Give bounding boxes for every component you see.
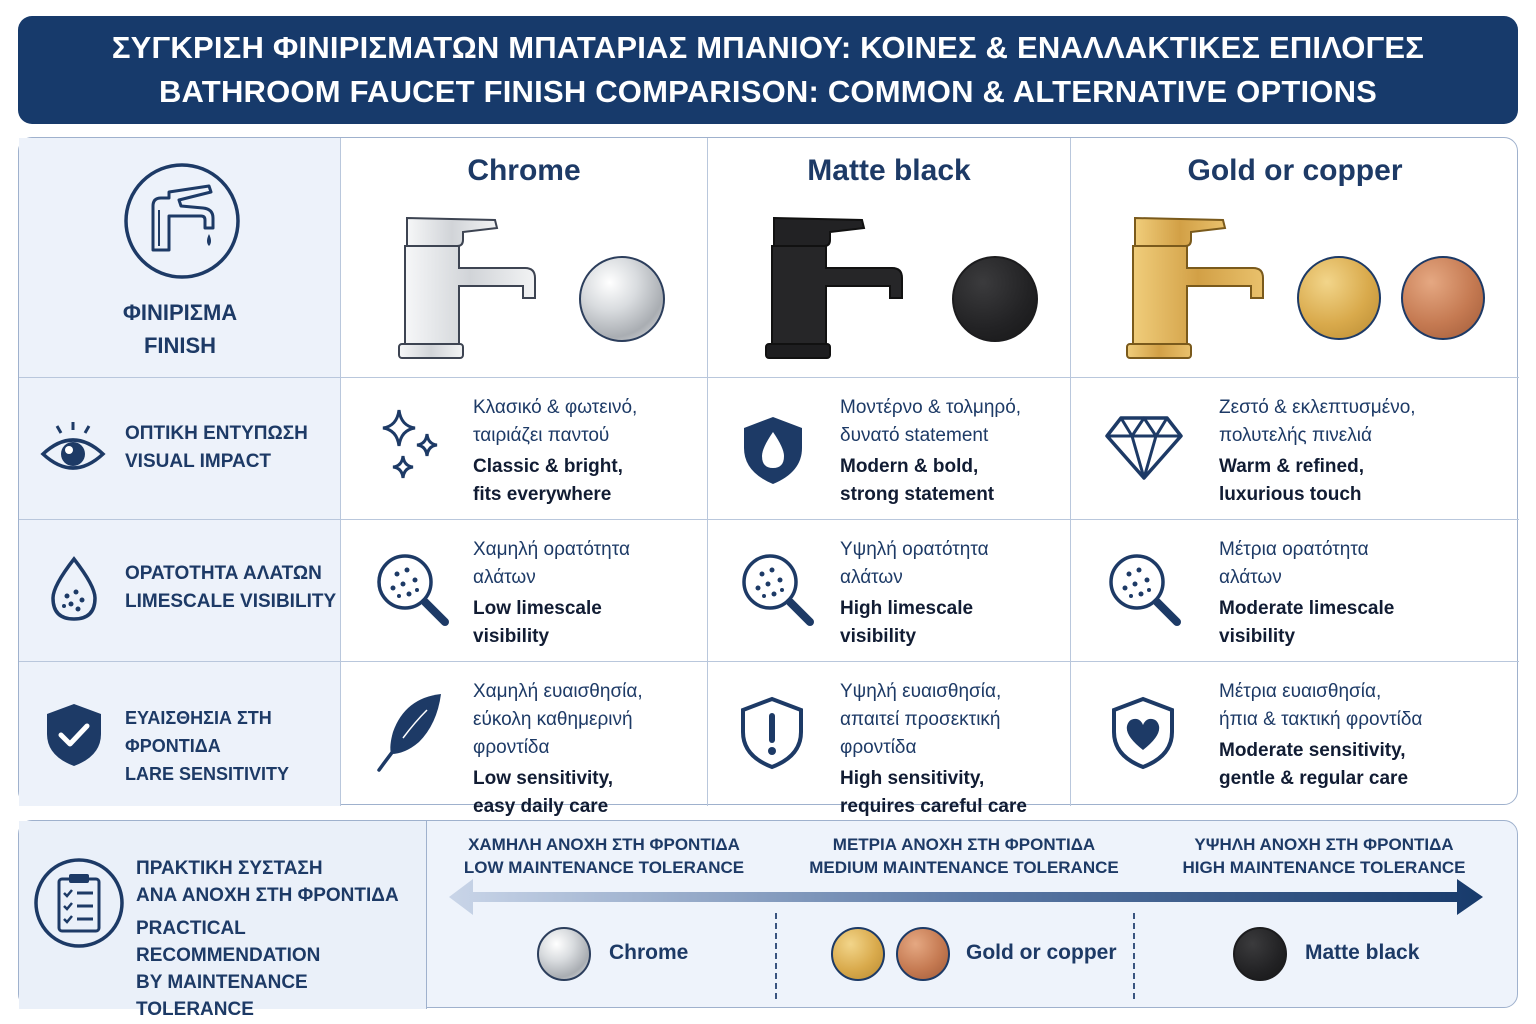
row-label-care-sensitivity	[19, 662, 341, 806]
cell-gold-care	[1071, 662, 1519, 806]
footer-gold-swatch	[831, 927, 885, 981]
footer-copper-swatch	[896, 927, 950, 981]
magnifier-icon	[375, 552, 451, 628]
tolerance-arrow	[449, 877, 1485, 917]
shield-heart-icon	[1111, 696, 1175, 770]
footer-matte-black-label: Matte black	[1305, 941, 1420, 964]
limescale-label: ΟΡΑΤΟΤΗΤΑ ΑΛΑΤΩΝ LIMESCALE VISIBILITY	[125, 563, 337, 612]
matte-black-faucet-illustration	[766, 206, 906, 366]
faucet-icon	[123, 162, 241, 280]
desc-gold-care: Μέτρια ευαισθησία, ήπια & τακτική φροντίδα Moderate sensitivity, gentle & regular care	[1219, 681, 1423, 789]
visual-impact-label: ΟΠΤΙΚΗ ΕΝΤΥΠΩΣΗ VISUAL IMPACT	[125, 423, 308, 472]
finish-label: ΦΙΝΙΡΙΣΜΑ FINISH	[122, 300, 238, 358]
footer-chrome-swatch	[537, 927, 591, 981]
tolerance-low-label: ΧΑΜΗΛΗ ΑΝΟΧΗ ΣΤΗ ΦΡΟΝΤΙΔΑ LOW MAINTENANCE TOLERANCE	[463, 835, 745, 877]
tolerance-medium-label: ΜΕΤΡΙΑ ΑΝΟΧΗ ΣΤΗ ΦΡΟΝΤΙΔΑ MEDIUM MAINTENANCE TOLERANCE	[809, 835, 1119, 877]
recommendation-panel	[18, 820, 1518, 1020]
title-greek: ΣΥΓΚΡΙΣΗ ΦΙΝΙΡΙΣΜΑΤΩΝ ΜΠΑΤΑΡΙΑΣ ΜΠΑΝΙΟΥ: ΚΟΙΝΕΣ & ΕΝΑΛΛΑΚΤΙΚΕΣ ΕΠΙΛΟΓΕΣ	[111, 30, 1425, 65]
desc-chrome-care: Χαμηλή ευαισθησία, εύκολη καθημερινή φροντίδα Low sensitivity, easy daily care	[473, 681, 643, 817]
finish-header-matte-black	[708, 138, 1071, 378]
shield-drop-icon	[740, 414, 806, 486]
gold-faucet-illustration	[1127, 206, 1267, 366]
copper-swatch	[1401, 256, 1485, 340]
finish-title-chrome: Chrome	[467, 154, 581, 187]
recommendation-title: ΠΡΑΚΤΙΚΗ ΣΥΣΤΑΣΗ ΑΝΑ ΑΝΟΧΗ ΣΤΗ ΦΡΟΝΤΙΔΑ PRACTICAL RECOMMENDATION BY MAINTENANCE TOLERANCE	[136, 858, 399, 1020]
cell-black-care	[708, 662, 1071, 817]
cell-black-visual	[708, 378, 1071, 520]
clipboard-checklist-icon	[33, 857, 125, 949]
cell-gold-visual	[1071, 378, 1519, 520]
magnifier-icon	[740, 552, 816, 628]
cell-chrome-visual	[341, 378, 708, 520]
feather-icon	[375, 692, 445, 772]
finish-title-gold-copper: Gold or copper	[1187, 154, 1403, 187]
cell-gold-limescale	[1071, 520, 1519, 662]
finish-header-chrome	[341, 138, 708, 378]
water-drop-icon	[49, 556, 99, 622]
row-label-limescale	[19, 520, 341, 662]
diamond-icon	[1105, 414, 1183, 480]
row-label-visual-impact	[19, 378, 341, 520]
chrome-swatch	[579, 256, 665, 342]
comparison-table	[18, 137, 1518, 817]
desc-black-care: Υψηλή ευαισθησία, απαιτεί προσεκτική φροντίδα High sensitivity, requires careful care	[840, 681, 1027, 817]
chrome-faucet-illustration	[399, 206, 539, 366]
finish-header-gold-copper	[1071, 138, 1519, 378]
cell-black-limescale	[708, 520, 1071, 662]
desc-gold-visual: Ζεστό & εκλεπτυσμένο, πολυτελής πινελιά Warm & refined, luxurious touch	[1219, 397, 1416, 505]
magnifier-icon	[1107, 552, 1183, 628]
finish-title-matte-black: Matte black	[807, 154, 971, 187]
eye-icon	[41, 420, 105, 476]
shield-exclamation-icon	[740, 696, 804, 770]
divider-1	[775, 913, 777, 999]
cell-chrome-limescale	[341, 520, 708, 662]
desc-chrome-limescale: Χαμηλή ορατότητα αλάτων Low limescale visibility	[473, 539, 630, 647]
cell-chrome-care	[341, 662, 708, 817]
desc-black-limescale: Υψηλή ορατότητα αλάτων High limescale visibility	[840, 539, 989, 647]
divider-2	[1133, 913, 1135, 999]
tolerance-high-label: ΥΨΗΛΗ ΑΝΟΧΗ ΣΤΗ ΦΡΟΝΤΙΔΑ HIGH MAINTENANCE TOLERANCE	[1182, 835, 1466, 877]
finish-label-cell	[19, 138, 341, 378]
title-english: BATHROOM FAUCET FINISH COMPARISON: COMMON & ALTERNATIVE OPTIONS	[158, 74, 1378, 109]
title-banner	[18, 16, 1518, 124]
footer-gold-copper-label: Gold or copper	[966, 941, 1117, 964]
matte-black-swatch	[952, 256, 1038, 342]
care-sensitivity-label: ΕΥΑΙΣΘΗΣΙΑ ΣΤΗ ΦΡΟΝΤΙΔΑ LARE SENSITIVITY	[125, 708, 290, 784]
sparkles-icon	[379, 408, 443, 486]
footer-matte-black-swatch	[1233, 927, 1287, 981]
recommendation-label-cell	[19, 821, 427, 1020]
gold-swatch	[1297, 256, 1381, 340]
desc-chrome-visual: Κλασικό & φωτεινό, ταιριάζει παντού Classic & bright, fits everywhere	[473, 397, 638, 505]
desc-black-visual: Μοντέρνο & τολμηρό, δυνατό statement Modern & bold, strong statement	[840, 397, 1022, 505]
desc-gold-limescale: Μέτρια ορατότητα αλάτων Moderate limescale visibility	[1219, 539, 1395, 647]
footer-chrome-label: Chrome	[609, 941, 689, 964]
shield-check-icon	[45, 702, 103, 768]
